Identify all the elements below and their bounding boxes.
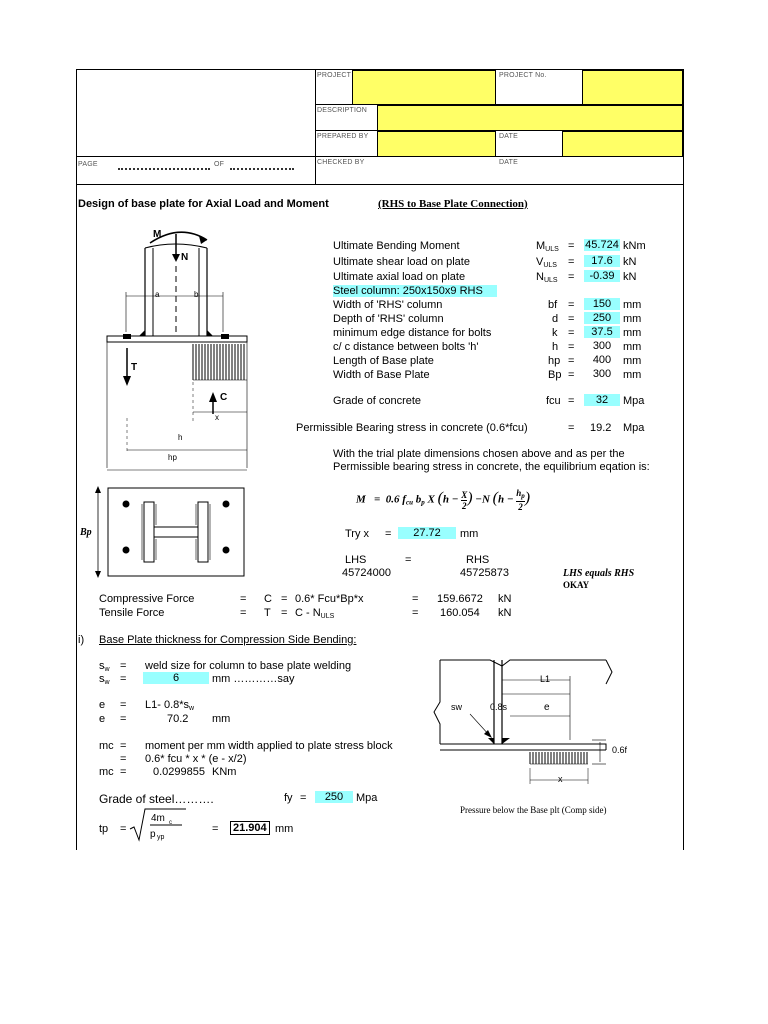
e-value: 70.2 [167,713,189,725]
sw-desc: weld size for column to base plate welding [145,660,352,672]
input-symbol: $M_{ULS}$ [536,240,559,253]
input-eq: = [568,341,575,353]
mc-value: 0.0299855 [153,766,205,778]
tensile-eq: = [240,607,247,619]
concrete-unit: Mpa [623,395,645,407]
concrete-eq: = [568,395,575,407]
sw-sym-2: $s_w$ [99,673,110,686]
tensile-eq2: = [412,607,419,619]
header-divider [315,69,316,184]
input-label: Width of Base Plate [333,369,430,381]
steel-unit: Mpa [356,792,378,804]
label-06fcu: 0.6f [612,745,628,755]
compressive-value: 159.6672 [437,593,483,605]
mc-unit: KNm [212,766,237,778]
input-symbol: k [552,327,558,339]
plan-diagram [80,484,250,580]
input-value[interactable]: 150 [584,298,620,310]
input-eq: = [568,299,575,311]
prepared-by-field[interactable] [377,131,496,157]
checked-by-label: CHECKED BY [317,159,365,166]
input-value: 300 [592,368,612,380]
tp-formula [128,807,188,843]
section-title: Base Plate thickness for Compression Side Bending: [99,634,357,646]
page-field[interactable] [118,168,210,170]
svg-text:p: p [150,829,156,840]
label-hp: hp [168,453,177,462]
lhs-label: LHS [345,554,367,566]
description-label: DESCRIPTION [317,107,368,114]
steel-sym: fy [284,792,293,804]
input-label: Steel column: 250x150x9 RHS [333,285,497,297]
input-value: 400 [592,354,612,366]
tp-eq2: = [212,823,219,835]
of-label: OF [214,161,225,168]
input-symbol: Bp [548,369,562,381]
svg-text:yp: yp [157,834,165,841]
sw-unit: mm …………say [212,673,295,685]
description-field[interactable] [377,105,683,131]
input-label: c/ c distance between bolts 'h' [333,341,479,353]
input-symbol: bf [548,299,558,311]
input-label: Width of 'RHS' column [333,299,443,311]
input-eq: = [568,313,575,325]
input-symbol: d [552,313,559,325]
label-e: e [544,702,550,713]
try-x-input[interactable]: 27.72 [398,527,456,539]
try-unit: mm [460,528,479,540]
steel-eq: = [300,792,307,804]
label-x: x [215,413,219,422]
input-unit: mm [623,313,642,325]
sw-eq: = [120,660,127,672]
input-value[interactable]: 250 [584,312,620,324]
input-eq: = [568,369,575,381]
tp-unit: mm [275,823,294,835]
of-field[interactable] [230,168,294,170]
label-sw: sw [451,702,462,712]
input-symbol: $V_{ULS}$ [536,256,557,269]
mc-desc: moment per mm width applied to plate stress block [145,740,393,752]
try-label: Try x [345,528,370,540]
label-08sw: 0.8s [490,702,508,712]
bearing-eq: = [568,422,575,434]
input-label: Ultimate shear load on plate [333,256,470,268]
bearing-label: Permissible Bearing stress in concrete (0.6*fcu) [296,422,528,434]
mc-eq-3: = [120,766,127,778]
check-note-ok: OKAY [563,580,590,590]
trial-text-2: Permissible bearing stress in concrete, the equilibrium eqation is: [333,461,650,473]
tensile-value: 160.054 [440,607,480,619]
tensile-force-label: Tensile Force [99,607,165,619]
mc-eq: = [120,740,127,752]
tp-value: 21.904 [230,821,270,835]
lhs-eq: = [405,554,412,566]
project-no-label: PROJECT No. [499,72,547,79]
label-T: T [131,362,138,373]
input-unit: mm [623,355,642,367]
sw-sym: $s_w$ [99,660,110,673]
svg-text:4m: 4m [151,813,165,824]
label-N: N [181,252,189,263]
section-number: i) [78,634,85,646]
steel-grade-input[interactable]: 250 [315,791,353,803]
input-unit: mm [623,369,642,381]
input-label: Ultimate Bending Moment [333,240,460,252]
input-eq: = [568,271,575,283]
lhs-value: 45724000 [342,567,391,579]
compressive-sym: C [264,593,272,605]
bearing-value: 19.2 [590,422,612,434]
input-symbol: hp [548,355,561,367]
input-symbol: $N_{ULS}$ [536,271,558,284]
input-unit: kNm [623,240,646,252]
input-label: Length of Base plate [333,355,434,367]
input-unit: kN [623,256,637,268]
label-x2: x [558,774,563,784]
mc-formula: 0.6* fcu * x * (e - x/2) [145,753,247,765]
tensile-sym: T [264,607,271,619]
project-no-field[interactable] [582,70,683,105]
input-unit: mm [623,341,642,353]
label-C: C [220,392,228,403]
e-sym: e [99,699,106,711]
sw-eq-2: = [120,673,127,685]
date-field[interactable] [562,131,683,157]
page-label: PAGE [78,161,98,168]
input-value: 300 [592,340,612,352]
project-field[interactable] [352,70,496,105]
input-eq: = [568,355,575,367]
tensile-unit: kN [498,607,512,619]
input-symbol: h [552,341,559,353]
mc-eq-2: = [120,753,127,765]
rhs-label: RHS [466,554,490,566]
tensile-formula: C - $N_{ULS}$ [295,607,335,620]
input-eq: = [568,240,575,252]
input-value[interactable]: -0.39 [584,270,620,282]
input-eq: = [568,256,575,268]
try-eq: = [385,528,392,540]
concrete-value[interactable]: 32 [584,394,620,406]
label-M: M [153,229,162,240]
label-Bp: Bp [80,527,92,538]
trial-text-1: With the trial plate dimensions chosen above and as per the [333,448,625,460]
page-title: Design of base plate for Axial Load and Moment [78,198,329,210]
compressive-force-label: Compressive Force [99,593,195,605]
page-subtitle: (RHS to Base Plate Connection) [378,198,528,210]
e-sym-2: e [99,713,106,725]
concrete-label: Grade of concrete [333,395,422,407]
mc-sym-2: mc [99,766,114,778]
date-label: DATE [499,133,518,140]
input-value[interactable]: 17.6 [584,255,620,267]
input-label: Ultimate axial load on plate [333,271,466,283]
rhs-value: 45725873 [460,567,509,579]
label-h: h [178,433,183,442]
input-label: minimum edge distance for bolts [333,327,492,339]
input-unit: mm [623,327,642,339]
input-eq: = [568,327,575,339]
diagram-caption: Pressure below the Base plt (Comp side) [460,805,607,815]
compressive-unit: kN [498,593,512,605]
input-value[interactable]: 37.5 [584,326,620,338]
input-unit: kN [623,271,637,283]
mc-sym: mc [99,740,114,752]
input-value[interactable]: 45.724 [585,239,619,251]
check-note: LHS equals RHS [563,568,635,579]
e-formula: L1- $0.8*s_w$ [145,699,195,712]
date2-label: DATE [499,159,518,166]
header-bottom-rule [76,184,683,185]
input-unit: mm [623,299,642,311]
compressive-formula: 0.6* Fcu*Bp*x [295,593,364,605]
label-L1: L1 [540,674,551,684]
tp-sym: tp [99,823,109,835]
compressive-eq2: = [412,593,419,605]
steel-label: Grade of steel………. [99,792,214,806]
e-unit: mm [212,713,231,725]
e-eq-2: = [120,713,127,725]
label-a: a [155,290,160,299]
prepared-by-label: PREPARED BY [317,133,369,140]
equilibrium-equation: M = 0.6 $f_{cu}$ $b_p$ X (h − $\frac{X}{2}) -N$ (h − $\frac{h_p}{2}$) [356,488,531,512]
svg-text:c: c [169,820,172,826]
e-eq: = [120,699,127,711]
tp-eq: = [120,823,127,835]
bearing-unit: Mpa [623,422,645,434]
label-b: b [194,290,199,299]
concrete-sym: fcu [546,395,561,407]
project-label: PROJECT [317,72,352,79]
input-label: Depth of 'RHS' column [333,313,444,325]
weld-size-input[interactable]: 6 [143,672,209,684]
compressive-eq: = [240,593,247,605]
